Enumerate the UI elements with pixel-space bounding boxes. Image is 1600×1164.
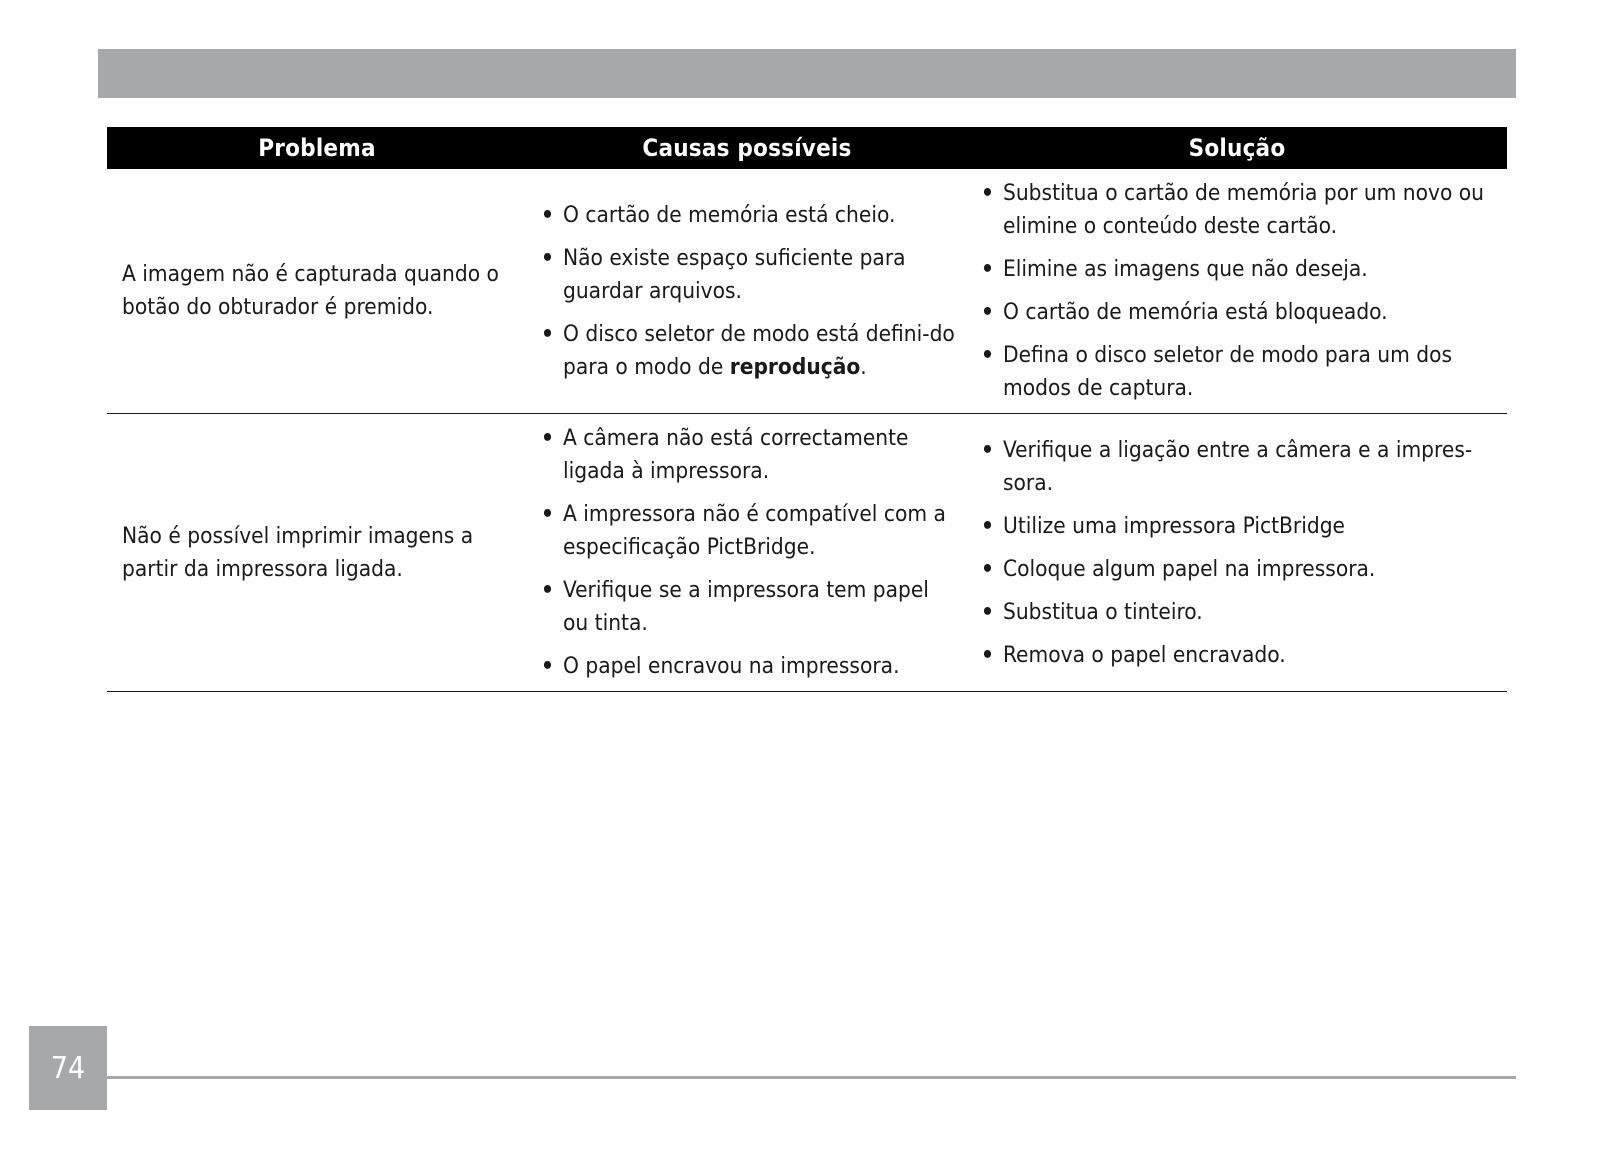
list-item: • Defina o disco seletor de modo para um dos modos de captura.: [979, 339, 1493, 405]
mode-name: reprodução: [729, 353, 861, 380]
causes-list: [539, 422, 959, 683]
list-item: • Substitua o cartão de memória por um novo ou elimine o conteúdo deste cartão.: [979, 177, 1493, 243]
table-row: [107, 169, 1507, 414]
list-item: [539, 318, 959, 384]
cause-text: O disco seletor de modo está defini-do para o modo de: [563, 320, 955, 380]
list-item: • Coloque algum papel na impressora.: [979, 553, 1493, 586]
solutions-list: [979, 177, 1493, 405]
causes-list: [539, 199, 959, 384]
list-item: • Verifique a ligação entre a câmera e a impres-sora.: [979, 434, 1493, 500]
column-header-problem: Problema: [107, 127, 527, 169]
problem-cell: A imagem não é capturada quando o botão do obturador é premido.: [107, 169, 527, 414]
header-band: [98, 49, 1516, 98]
page-number: 74: [29, 1026, 107, 1110]
list-item: • O cartão de memória está bloqueado.: [979, 296, 1493, 329]
cause-text-end: .: [860, 353, 867, 380]
footer-rule: [107, 1076, 1516, 1079]
list-item: • O cartão de memória está cheio.: [539, 199, 959, 232]
list-item: • A impressora não é compatível com a especificação PictBridge.: [539, 498, 959, 564]
column-header-solution: Solução: [967, 127, 1507, 169]
list-item: • Não existe espaço suficiente para guardar arquivos.: [539, 242, 959, 308]
list-item: • Verifique se a impressora tem papel ou tinta.: [539, 574, 959, 640]
list-item: • O papel encravou na impressora.: [539, 650, 959, 683]
list-item: • A câmera não está correctamente ligada à impressora.: [539, 422, 959, 488]
list-item: • Remova o papel encravado.: [979, 639, 1493, 672]
solutions-cell: [967, 414, 1507, 692]
solutions-cell: [967, 169, 1507, 414]
table-row: [107, 414, 1507, 692]
troubleshooting-table: [107, 127, 1507, 692]
table-header-row: [107, 127, 1507, 169]
column-header-causes: Causas possíveis: [527, 127, 967, 169]
problem-cell: Não é possível imprimir imagens a partir da impressora ligada.: [107, 414, 527, 692]
list-item: • Substitua o tinteiro.: [979, 596, 1493, 629]
causes-cell: [527, 169, 967, 414]
solutions-list: [979, 434, 1493, 672]
causes-cell: [527, 414, 967, 692]
list-item: • Elimine as imagens que não deseja.: [979, 253, 1493, 286]
list-item: • Utilize uma impressora PictBridge: [979, 510, 1493, 543]
